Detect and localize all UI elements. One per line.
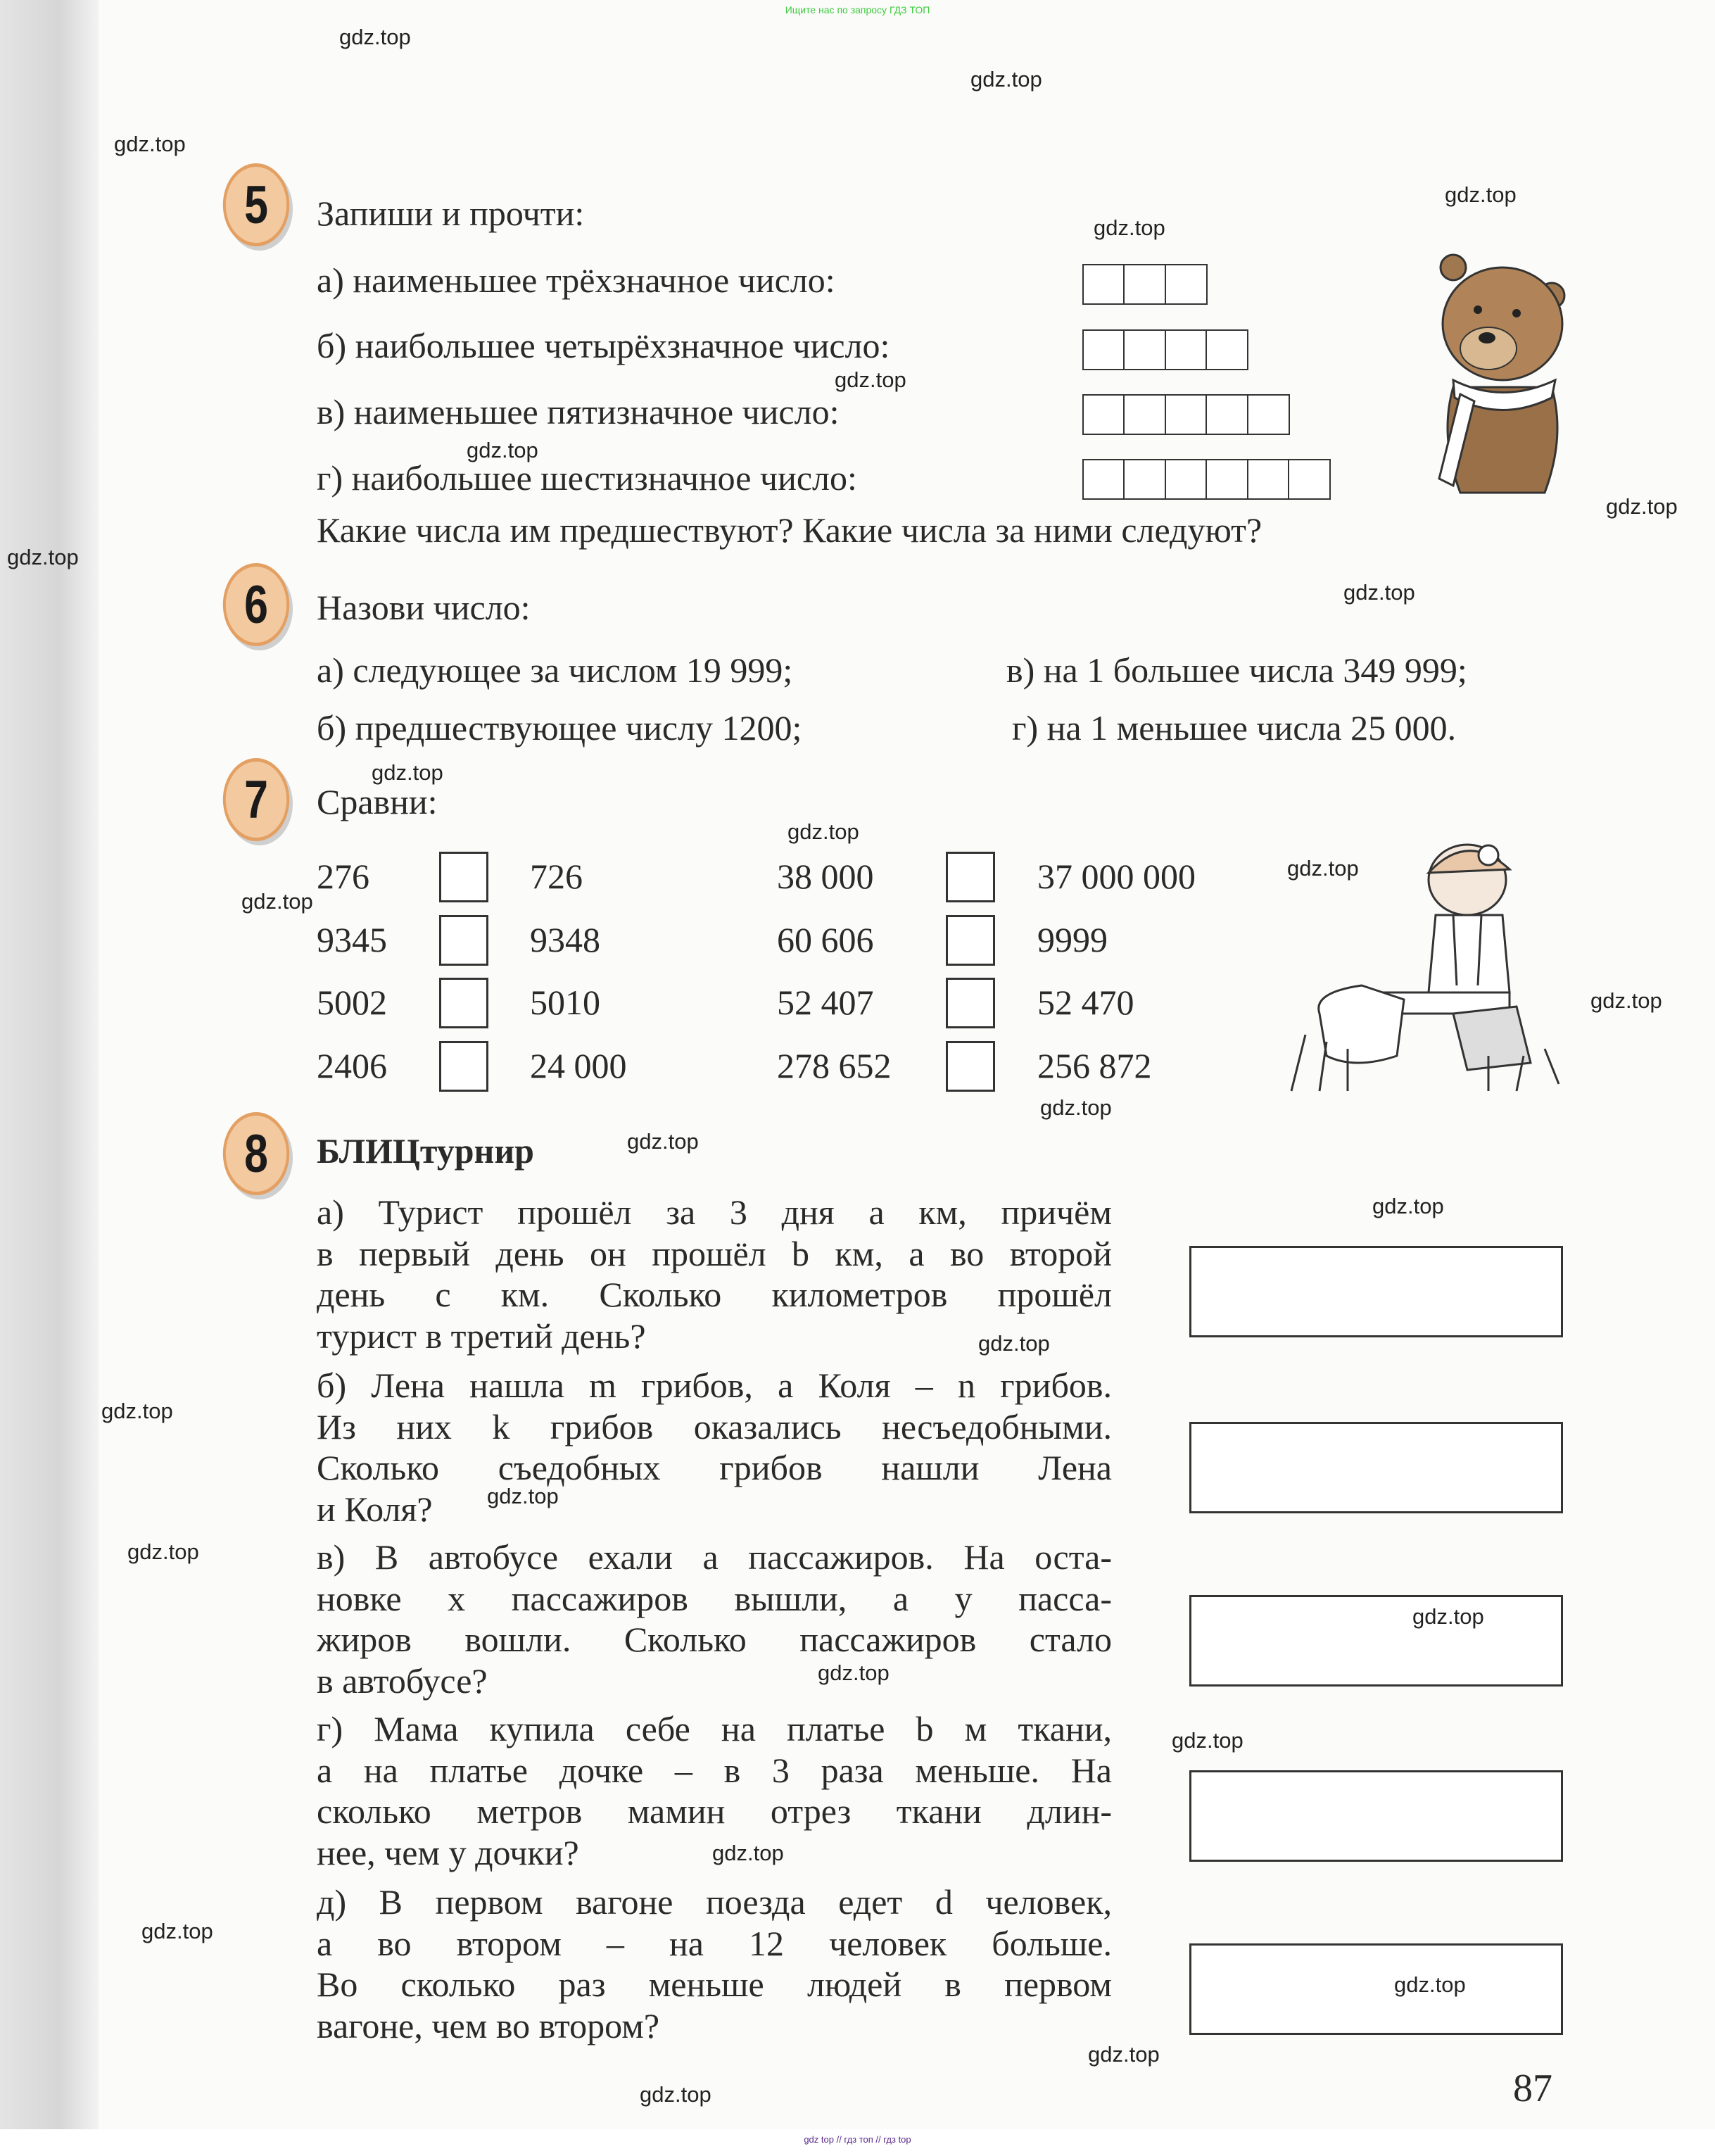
gdz-watermark: gdz.top bbox=[114, 132, 186, 156]
answer-box[interactable] bbox=[1189, 1422, 1563, 1513]
compare-sign-box[interactable] bbox=[946, 852, 995, 902]
compare-number: 5010 bbox=[530, 983, 600, 1022]
answer-box[interactable] bbox=[1189, 1770, 1563, 1862]
exercise-5-question: Какие числа им предшествуют? Какие числа за ними следуют? bbox=[317, 510, 1262, 550]
exercise-5-item-a: а) наименьшее трёхзначное число: bbox=[317, 260, 835, 300]
compare-number: 276 bbox=[317, 857, 369, 896]
gdz-watermark: gdz.top bbox=[1172, 1728, 1243, 1753]
gdz-watermark: gdz.top bbox=[467, 438, 538, 462]
gdz-watermark: gdz.top bbox=[241, 889, 313, 914]
gdz-watermark: gdz.top bbox=[141, 1919, 213, 1943]
exercise-5-item-g: г) наибольшее шестизначное число: bbox=[317, 458, 857, 498]
top-watermark-note: Ищите нас по запросу ГДЗ ТОП bbox=[785, 4, 930, 15]
gdz-watermark: gdz.top bbox=[1590, 988, 1662, 1013]
exercise-6-badge: 6 bbox=[223, 563, 289, 646]
gdz-watermark: gdz.top bbox=[1287, 856, 1359, 881]
exercise-5-title: Запиши и прочти: bbox=[317, 194, 585, 233]
exercise-6-title: Назови число: bbox=[317, 588, 531, 627]
compare-number: 9348 bbox=[530, 920, 600, 959]
gdz-watermark: gdz.top bbox=[7, 545, 79, 569]
digit-cells-3[interactable] bbox=[1084, 264, 1208, 305]
digit-cells-4[interactable] bbox=[1084, 329, 1248, 370]
task-line: а) Турист прошёл за 3 дня a км, причём bbox=[317, 1192, 1112, 1232]
exercise-7-title: Сравни: bbox=[317, 782, 438, 821]
compare-number: 9999 bbox=[1037, 920, 1108, 959]
blitz-task bbox=[317, 1365, 1112, 1530]
exercise-6-item-v: в) на 1 большее числа 349 999; bbox=[1006, 650, 1467, 690]
compare-number: 60 606 bbox=[777, 920, 874, 959]
gdz-watermark: gdz.top bbox=[970, 67, 1042, 92]
page-binding-shadow bbox=[0, 0, 99, 2129]
gdz-watermark: gdz.top bbox=[372, 760, 443, 785]
compare-sign-box[interactable] bbox=[946, 915, 995, 966]
compare-number: 9345 bbox=[317, 920, 387, 959]
task-line: нее, чем у дочки? bbox=[317, 1832, 579, 1872]
task-line: сколько метров мамин отрез ткани длин- bbox=[317, 1791, 1112, 1831]
blitz-task bbox=[317, 1537, 1112, 1701]
exercise-8-title: БЛИЦтурнир bbox=[317, 1131, 534, 1171]
task-line: д) В первом вагоне поезда едет d человек, bbox=[317, 1882, 1112, 1922]
answer-box[interactable] bbox=[1189, 1943, 1563, 2035]
compare-number: 726 bbox=[530, 857, 583, 896]
task-line: г) Мама купила себе на платье b м ткани, bbox=[317, 1709, 1112, 1748]
gdz-watermark: gdz.top bbox=[787, 819, 859, 844]
gdz-watermark: gdz.top bbox=[339, 25, 411, 49]
compare-sign-box[interactable] bbox=[946, 978, 995, 1028]
task-line: день c км. Сколько километров прошёл bbox=[317, 1275, 1112, 1314]
compare-sign-box[interactable] bbox=[439, 1041, 488, 1092]
compare-number: 24 000 bbox=[530, 1046, 627, 1085]
exercise-8-badge: 8 bbox=[223, 1112, 289, 1195]
answer-box[interactable] bbox=[1189, 1595, 1563, 1687]
task-line: в) В автобусе ехали a пассажиров. На оста- bbox=[317, 1537, 1112, 1577]
gdz-watermark: gdz.top bbox=[1040, 1095, 1112, 1120]
task-line: жиров вошли. Сколько пассажиров стало bbox=[317, 1620, 1112, 1659]
compare-number: 278 652 bbox=[777, 1046, 892, 1085]
task-line: а во втором – на 12 человек больше. bbox=[317, 1923, 1112, 1963]
gdz-watermark: gdz.top bbox=[1094, 215, 1165, 240]
gdz-watermark: gdz.top bbox=[1394, 1972, 1466, 1997]
bear-illustration bbox=[1411, 253, 1569, 500]
gdz-watermark: gdz.top bbox=[978, 1331, 1050, 1356]
exercise-6-item-b: б) предшествующее числу 1200; bbox=[317, 708, 802, 748]
gdz-watermark: gdz.top bbox=[712, 1841, 784, 1865]
task-line: Во сколько раз меньше людей в первом bbox=[317, 1965, 1112, 2004]
exercise-6-item-g: г) на 1 меньшее числа 25 000. bbox=[1012, 708, 1457, 748]
compare-number: 5002 bbox=[317, 983, 387, 1022]
task-line: турист в третий день? bbox=[317, 1316, 646, 1356]
task-line: Из них k грибов оказались несъедобными. bbox=[317, 1406, 1112, 1446]
task-line: вагоне, чем во втором? bbox=[317, 2005, 660, 2045]
exercise-5-item-b: б) наибольшее четырёхзначное число: bbox=[317, 326, 890, 365]
task-line: в автобусе? bbox=[317, 1660, 488, 1701]
digit-cells-5[interactable] bbox=[1084, 394, 1290, 435]
gdz-watermark: gdz.top bbox=[818, 1660, 890, 1685]
digit-cells-6[interactable] bbox=[1084, 459, 1331, 500]
gdz-watermark: gdz.top bbox=[1343, 580, 1415, 605]
compare-sign-box[interactable] bbox=[439, 978, 488, 1028]
exercise-6-item-a: а) следующее за числом 19 999; bbox=[317, 650, 793, 690]
gdz-watermark: gdz.top bbox=[1088, 2042, 1160, 2067]
task-line: Сколько съедобных грибов нашли Лена bbox=[317, 1448, 1112, 1487]
blitz-task bbox=[317, 1881, 1112, 2046]
task-line: а на платье дочке – в 3 раза меньше. На bbox=[317, 1750, 1112, 1790]
task-line: б) Лена нашла m грибов, а Коля – n грибов. bbox=[317, 1366, 1112, 1405]
task-line: в первый день он прошёл b км, а во второй bbox=[317, 1233, 1112, 1273]
task-line: и Коля? bbox=[317, 1489, 433, 1529]
gdz-watermark: gdz.top bbox=[1445, 182, 1517, 207]
bottom-watermark-note: gdz top // гдз топ // гдз top bbox=[804, 2134, 911, 2145]
compare-number: 38 000 bbox=[777, 857, 874, 896]
exercise-5-item-v: в) наименьшее пятизначное число: bbox=[317, 392, 840, 431]
compare-sign-box[interactable] bbox=[946, 1041, 995, 1092]
gdz-watermark: gdz.top bbox=[127, 1539, 199, 1564]
compare-number: 37 000 000 bbox=[1037, 857, 1196, 896]
page-number: 87 bbox=[1513, 2067, 1552, 2110]
gdz-watermark: gdz.top bbox=[835, 367, 906, 392]
compare-number: 52 407 bbox=[777, 983, 874, 1022]
gdz-watermark: gdz.top bbox=[1412, 1604, 1484, 1629]
gdz-watermark: gdz.top bbox=[1606, 494, 1678, 519]
gdz-watermark: gdz.top bbox=[640, 2082, 711, 2107]
compare-number: 52 470 bbox=[1037, 983, 1134, 1022]
compare-sign-box[interactable] bbox=[439, 915, 488, 966]
exercise-5-badge: 5 bbox=[223, 163, 289, 246]
gdz-watermark: gdz.top bbox=[487, 1484, 559, 1508]
compare-number: 2406 bbox=[317, 1046, 387, 1085]
compare-sign-box[interactable] bbox=[439, 852, 488, 902]
task-line: новке x пассажиров вышли, а y пасса- bbox=[317, 1578, 1112, 1618]
gdz-watermark: gdz.top bbox=[627, 1129, 699, 1154]
compare-number: 256 872 bbox=[1037, 1046, 1152, 1085]
exercise-7-badge: 7 bbox=[223, 758, 289, 841]
gdz-watermark: gdz.top bbox=[1372, 1194, 1444, 1218]
gdz-watermark: gdz.top bbox=[101, 1399, 173, 1423]
answer-box[interactable] bbox=[1189, 1246, 1563, 1337]
